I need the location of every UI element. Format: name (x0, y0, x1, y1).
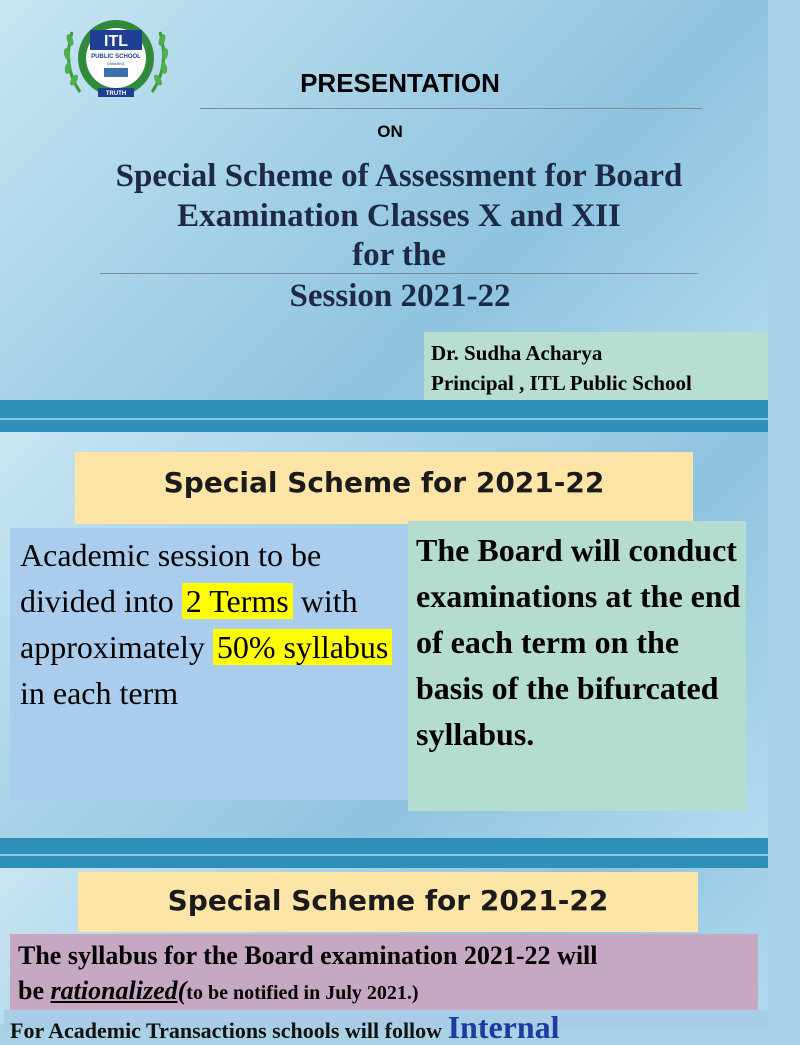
cut-off-line: For Academic Transactions schools will follow (10, 1018, 443, 1043)
title-line-2: Examination Classes X and XII (177, 198, 621, 234)
highlight-terms: 2 Terms (182, 583, 293, 619)
title-line-1: Special Scheme of Assessment for Board (115, 158, 683, 194)
rationalized-word: rationalized( (50, 976, 187, 1005)
title-line-4: Session 2021-22 (289, 278, 511, 314)
school-logo (58, 10, 174, 110)
slide-heading: Special Scheme for 2021-22 (75, 452, 693, 524)
slide-separator (0, 400, 768, 432)
term-text-1: Academic session to be divided into (20, 537, 322, 619)
divider (100, 273, 698, 274)
title-line-3: for the (352, 237, 446, 273)
author-box (424, 332, 768, 400)
notify-note: to be notified in July 2021.) (186, 982, 419, 1004)
syllabus-line-2 (18, 973, 758, 1011)
divider (200, 108, 702, 109)
author-name: Dr. Sudha Acharya (431, 341, 603, 365)
syllabus-be: be (18, 976, 51, 1005)
logo-name: ITL (104, 33, 128, 50)
slide-syllabus (0, 868, 768, 1045)
cut-off-box (4, 1009, 768, 1045)
logo-line1: PUBLIC SCHOOL (91, 54, 141, 60)
slide-separator (0, 838, 768, 868)
highlight-syllabus: 50% syllabus (213, 629, 393, 665)
cut-off-text (10, 1009, 560, 1045)
logo-motto: TRUTH (105, 91, 127, 97)
author-role: Principal , ITL Public School (431, 371, 692, 395)
cut-off-emphasis: Internal (447, 1009, 560, 1045)
separator-stripe (0, 418, 768, 420)
logo-line2: DWARKA (107, 61, 125, 66)
syllabus-box (10, 934, 758, 1010)
term-text-3: in each term (20, 675, 179, 711)
slide-heading: Special Scheme for 2021-22 (78, 872, 698, 932)
exam-info-box: The Board will conduct examinations at the end of each term on the basis of the bifurcated syllabus. (408, 521, 746, 811)
syllabus-line-1: The syllabus for the Board examination 2021-22 will (18, 941, 598, 970)
term-text-2: with approximately (20, 583, 358, 665)
term-info-box (10, 528, 408, 800)
presentation-label: PRESENTATION (300, 68, 500, 98)
separator-stripe (0, 854, 768, 856)
on-label: ON (377, 122, 403, 141)
slide-special-scheme (0, 432, 768, 838)
slide-title (0, 0, 768, 400)
